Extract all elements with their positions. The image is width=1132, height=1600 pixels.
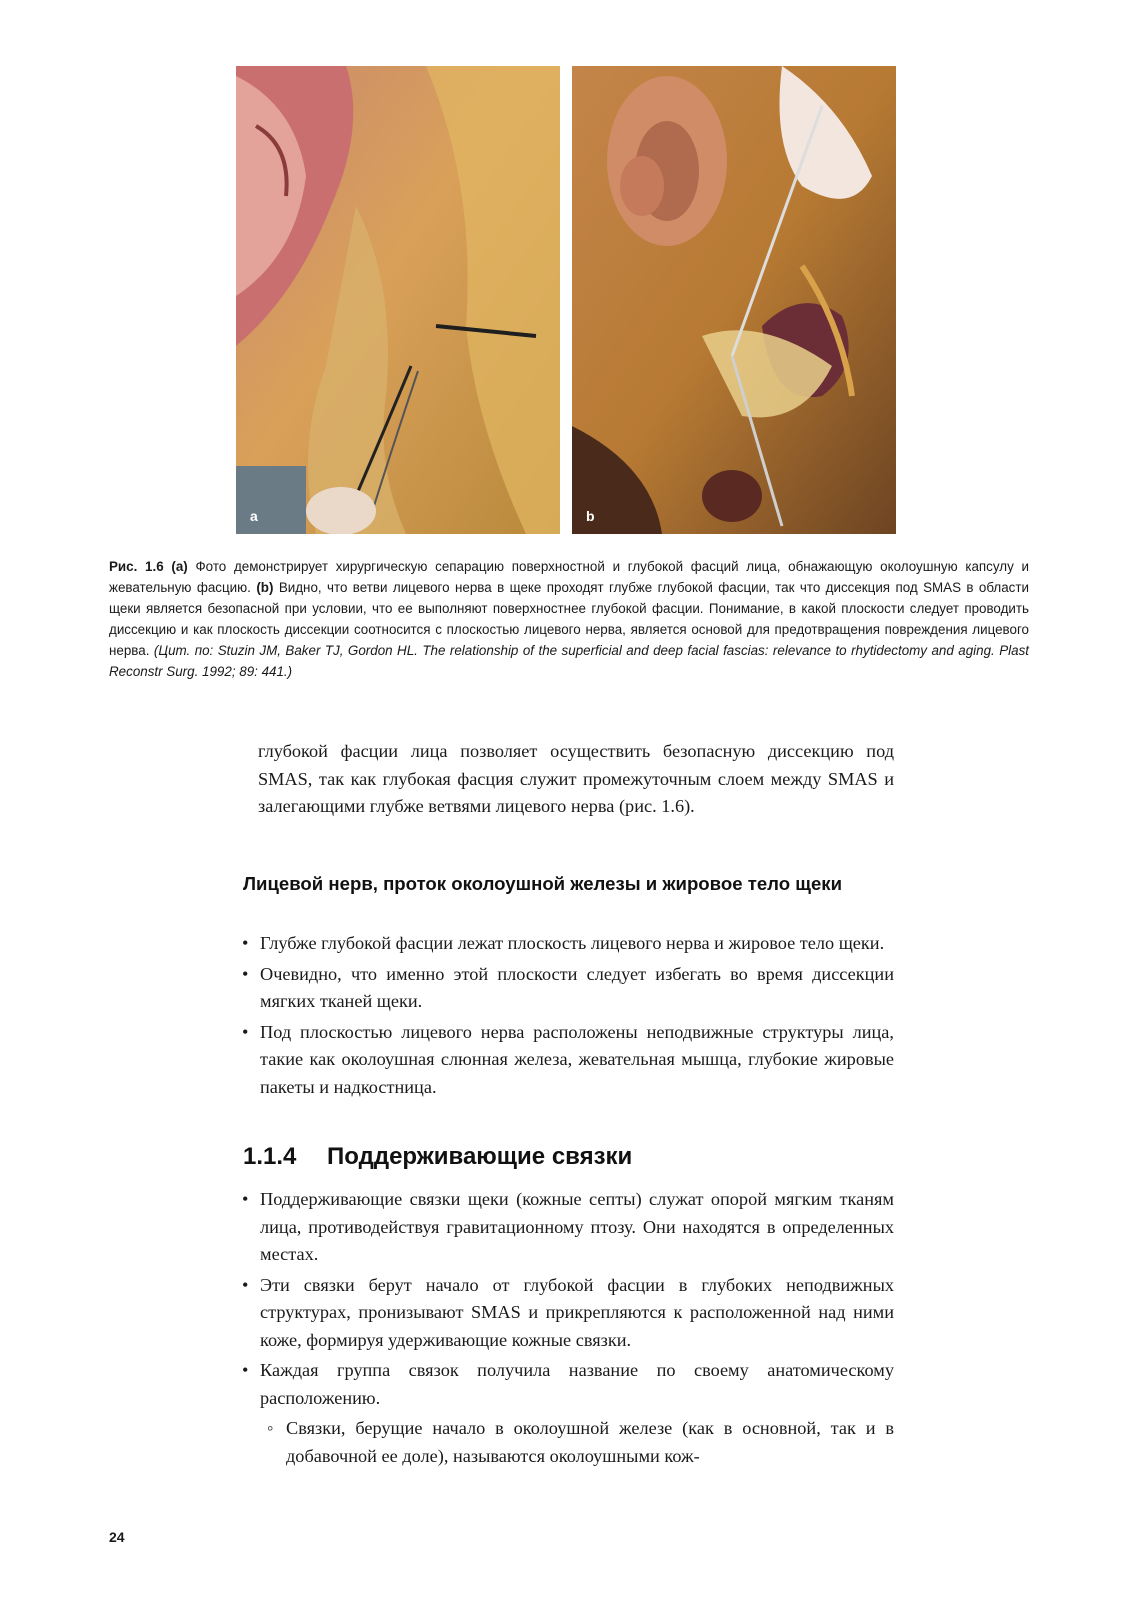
sub-list-item: ◦ Связки, берущие начало в околоушной железе (как в основной, так и в добавочной ее доле), называются околоушными кож- xyxy=(240,1415,894,1470)
figure-photos xyxy=(236,66,896,534)
section-number: 1.1.4 xyxy=(243,1143,297,1170)
subheading-facial-nerve: Лицевой нерв, проток околоушной железы и жировое тело щеки xyxy=(243,873,843,894)
caption-a-marker: (a) xyxy=(171,559,188,574)
surgical-photo-b xyxy=(572,66,896,534)
bullet-list-ligaments xyxy=(240,1186,894,1473)
figure-caption xyxy=(109,556,1029,682)
surgical-photo-a xyxy=(236,66,560,534)
caption-label: Рис. 1.6 xyxy=(109,559,164,574)
caption-b-text: Видно, что ветви лицевого нерва в щеке проходят глубже глубокой фасции, так что диссекция под SMAS в области щеки является безопасной при условии, что ее выполняют поверхностнее глубокой фасции. Понимание, в какой плоскости следует проводить диссекцию и как плоскость диссекции соотносится с плоскостью лицевого нерва, является основой для предотвращения повреждения лицевого нерва. xyxy=(109,580,1029,658)
section-title: Поддерживающие связки xyxy=(327,1143,633,1170)
list-item: • Глубже глубокой фасции лежат плоскость лицевого нерва и жировое тело щеки. xyxy=(240,930,894,958)
photo-a-letter: a xyxy=(250,508,258,524)
caption-citation: (Цит. по: Stuzin JM, Baker TJ, Gordon HL. The relationship of the superficial and deep facial fascias: relevance to rhytidectomy and aging. Plast Reconstr Surg. 1992; 89: 441.) xyxy=(109,643,1029,679)
list-item: • Каждая группа связок получила название по своему анатомическому расположению. xyxy=(240,1357,894,1412)
list-item: • Эти связки берут начало от глубокой фасции в глубоких неподвижных структурах, пронизывают SMAS и прикрепляются к расположенной над ними коже, формируя удерживающие кожные связки. xyxy=(240,1272,894,1355)
paragraph-deep-fascia: глубокой фасции лица позволяет осуществить безопасную диссекцию под SMAS, так как глубокая фасция служит промежуточным слоем между SMAS и залегающими глубже ветвями лицевого нерва (рис. 1.6). xyxy=(258,741,894,816)
photo-b-letter: b xyxy=(586,508,595,524)
list-item: • Поддерживающие связки щеки (кожные септы) служат опорой мягким тканям лица, противодействуя гравитационному птозу. Они находятся в определенных местах. xyxy=(240,1186,894,1269)
photo-b xyxy=(572,66,896,534)
photo-a xyxy=(236,66,560,534)
page-number: 24 xyxy=(109,1529,125,1545)
section-heading xyxy=(243,1142,893,1172)
list-item: • Очевидно, что именно этой плоскости следует избегать во время диссекции мягких тканей щеки. xyxy=(240,961,894,1016)
bullet-list-facial-nerve xyxy=(240,930,894,1104)
caption-b-marker: (b) xyxy=(256,580,274,595)
list-item: • Под плоскостью лицевого нерва расположены неподвижные структуры лица, такие как околоушная слюнная железа, жевательная мышца, глубокие жировые пакеты и надкостница. xyxy=(240,1019,894,1102)
caption-a-text: Фото демонстрирует хирургическую сепарацию поверхностной и глубокой фасций лица, обнажающую околоушную капсулу и жевательную фасцию. xyxy=(109,559,1029,595)
